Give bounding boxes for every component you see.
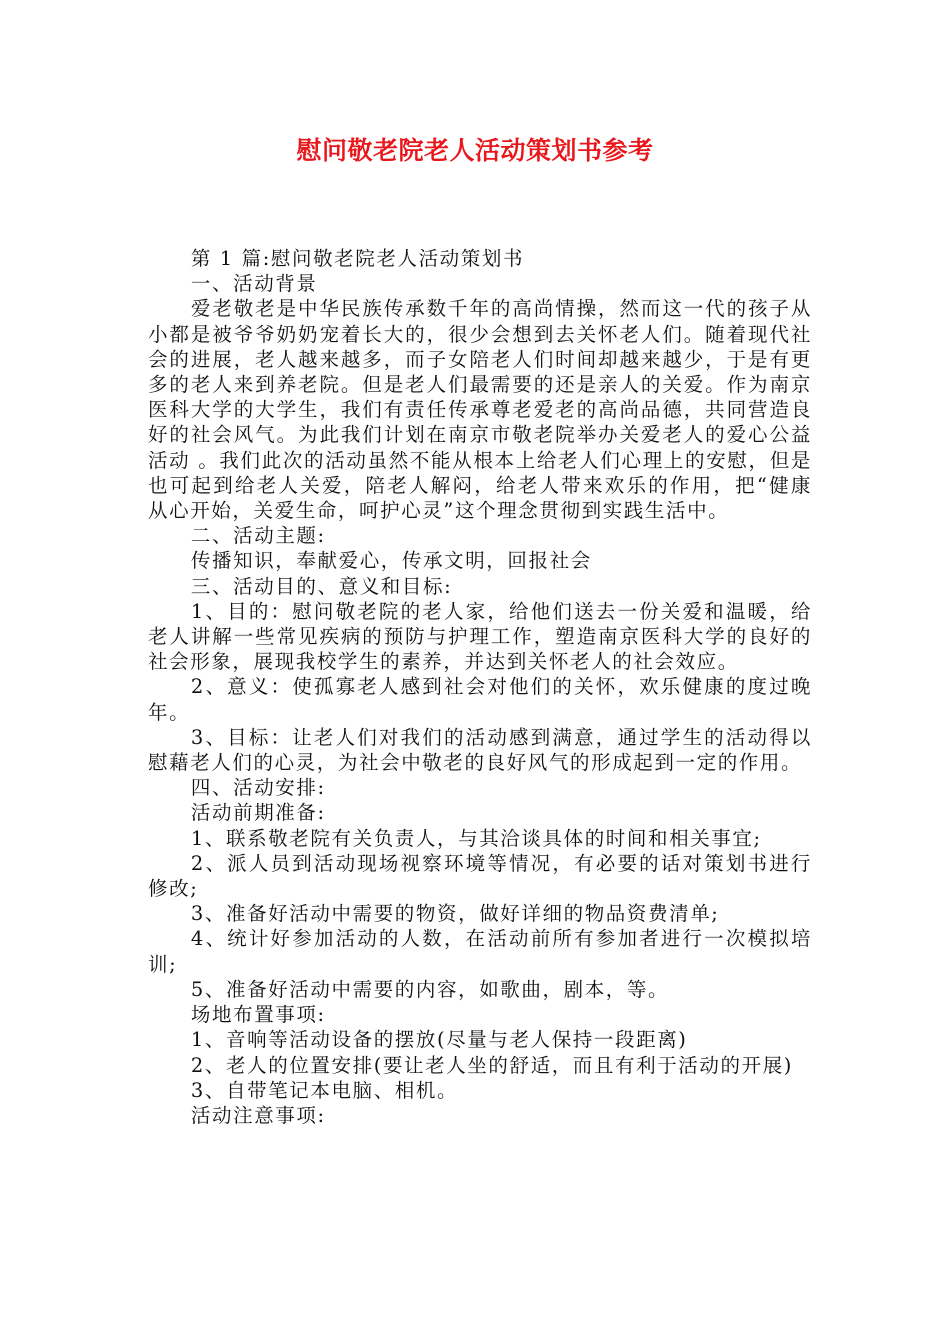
document-body [148,246,812,1128]
goal-purpose-paragraph: 1、目的：慰问敬老院的老人家，给他们送去一份关爱和温暖，给老人讲解一些常见疾病的预防与护理工作，塑造南京医科大学的良好的社会形象，展现我校学生的素养，并达到关怀老人的社会效应。 [148,599,812,674]
list-item: 4、统计好参加活动的人数，在活动前所有参加者进行一次模拟培训; [148,927,812,976]
document-title: 慰问敬老院老人活动策划书参考 [296,136,654,165]
list-item: 2、老人的位置安排(要让老人坐的舒适，而且有利于活动的开展) [190,1053,794,1077]
goal-meaning-paragraph: 2、意义：使孤寡老人感到社会对他们的关怀，欢乐健康的度过晚年。 [148,675,812,724]
theme-paragraph: 传播知识，奉献爱心，传承文明，回报社会 [190,549,592,573]
section-heading-background: 一、活动背景 [190,272,318,296]
background-paragraph: 爱老敬老是中华民族传承数千年的高尚情操，然而这一代的孩子从小都是被爷爷奶奶宠着长大的，很少会想到去关怀老人们。随着现代社会的进展，老人越来越多，而子女陪老人们时间却越来越少，于是有更多的老人来到养老院。但是老人们最需要的还是亲人的关爱。作为南京医科大学的大学生，我们有责任传承尊老爱老的高尚品德，共同营造良好的社会风气。为此我们计划在南京市敬老院举办关爱老人的爱心公益活动 。我们此次的活动虽然不能从根本上给老人们心理上的安慰，但是也可起到给老人关爱，陪老人解闷，给老人带来欢乐的作用，把“健康从心开始，关爱生命，呵护心灵”这个理念贯彻到实践生活中。 [148,297,812,523]
list-item: 1、联系敬老院有关负责人，与其洽谈具体的时间和相关事宜; [190,826,762,850]
list-item: 1、音响等活动设备的摆放(尽量与老人保持一段距离) [190,1028,688,1052]
section-heading-arrangement: 四、活动安排: [190,776,326,800]
goal-target-paragraph: 3、目标：让老人们对我们的活动感到满意，通过学生的活动得以慰藉老人们的心灵，为社会中敬老的良好风气的形成起到一定的作用。 [148,725,812,775]
section-heading-theme: 二、活动主题: [190,524,326,548]
chapter-heading: 第 1 篇:慰问敬老院老人活动策划书 [190,247,525,270]
list-item: 2、派人员到活动现场视察环境等情况，有必要的话对策划书进行修改; [148,851,812,901]
section-heading-goals: 三、活动目的、意义和目标: [190,574,453,598]
list-item: 3、自带笔记本电脑、相机。 [190,1078,459,1102]
subheading-preparation: 活动前期准备: [190,801,326,825]
list-item: 5、准备好活动中需要的内容，如歌曲，剧本，等。 [190,977,670,1001]
subheading-venue: 场地布置事项: [190,1003,326,1027]
list-item: 3、准备好活动中需要的物资，做好详细的物品资费清单; [190,902,720,926]
subheading-notes: 活动注意事项: [190,1103,326,1127]
